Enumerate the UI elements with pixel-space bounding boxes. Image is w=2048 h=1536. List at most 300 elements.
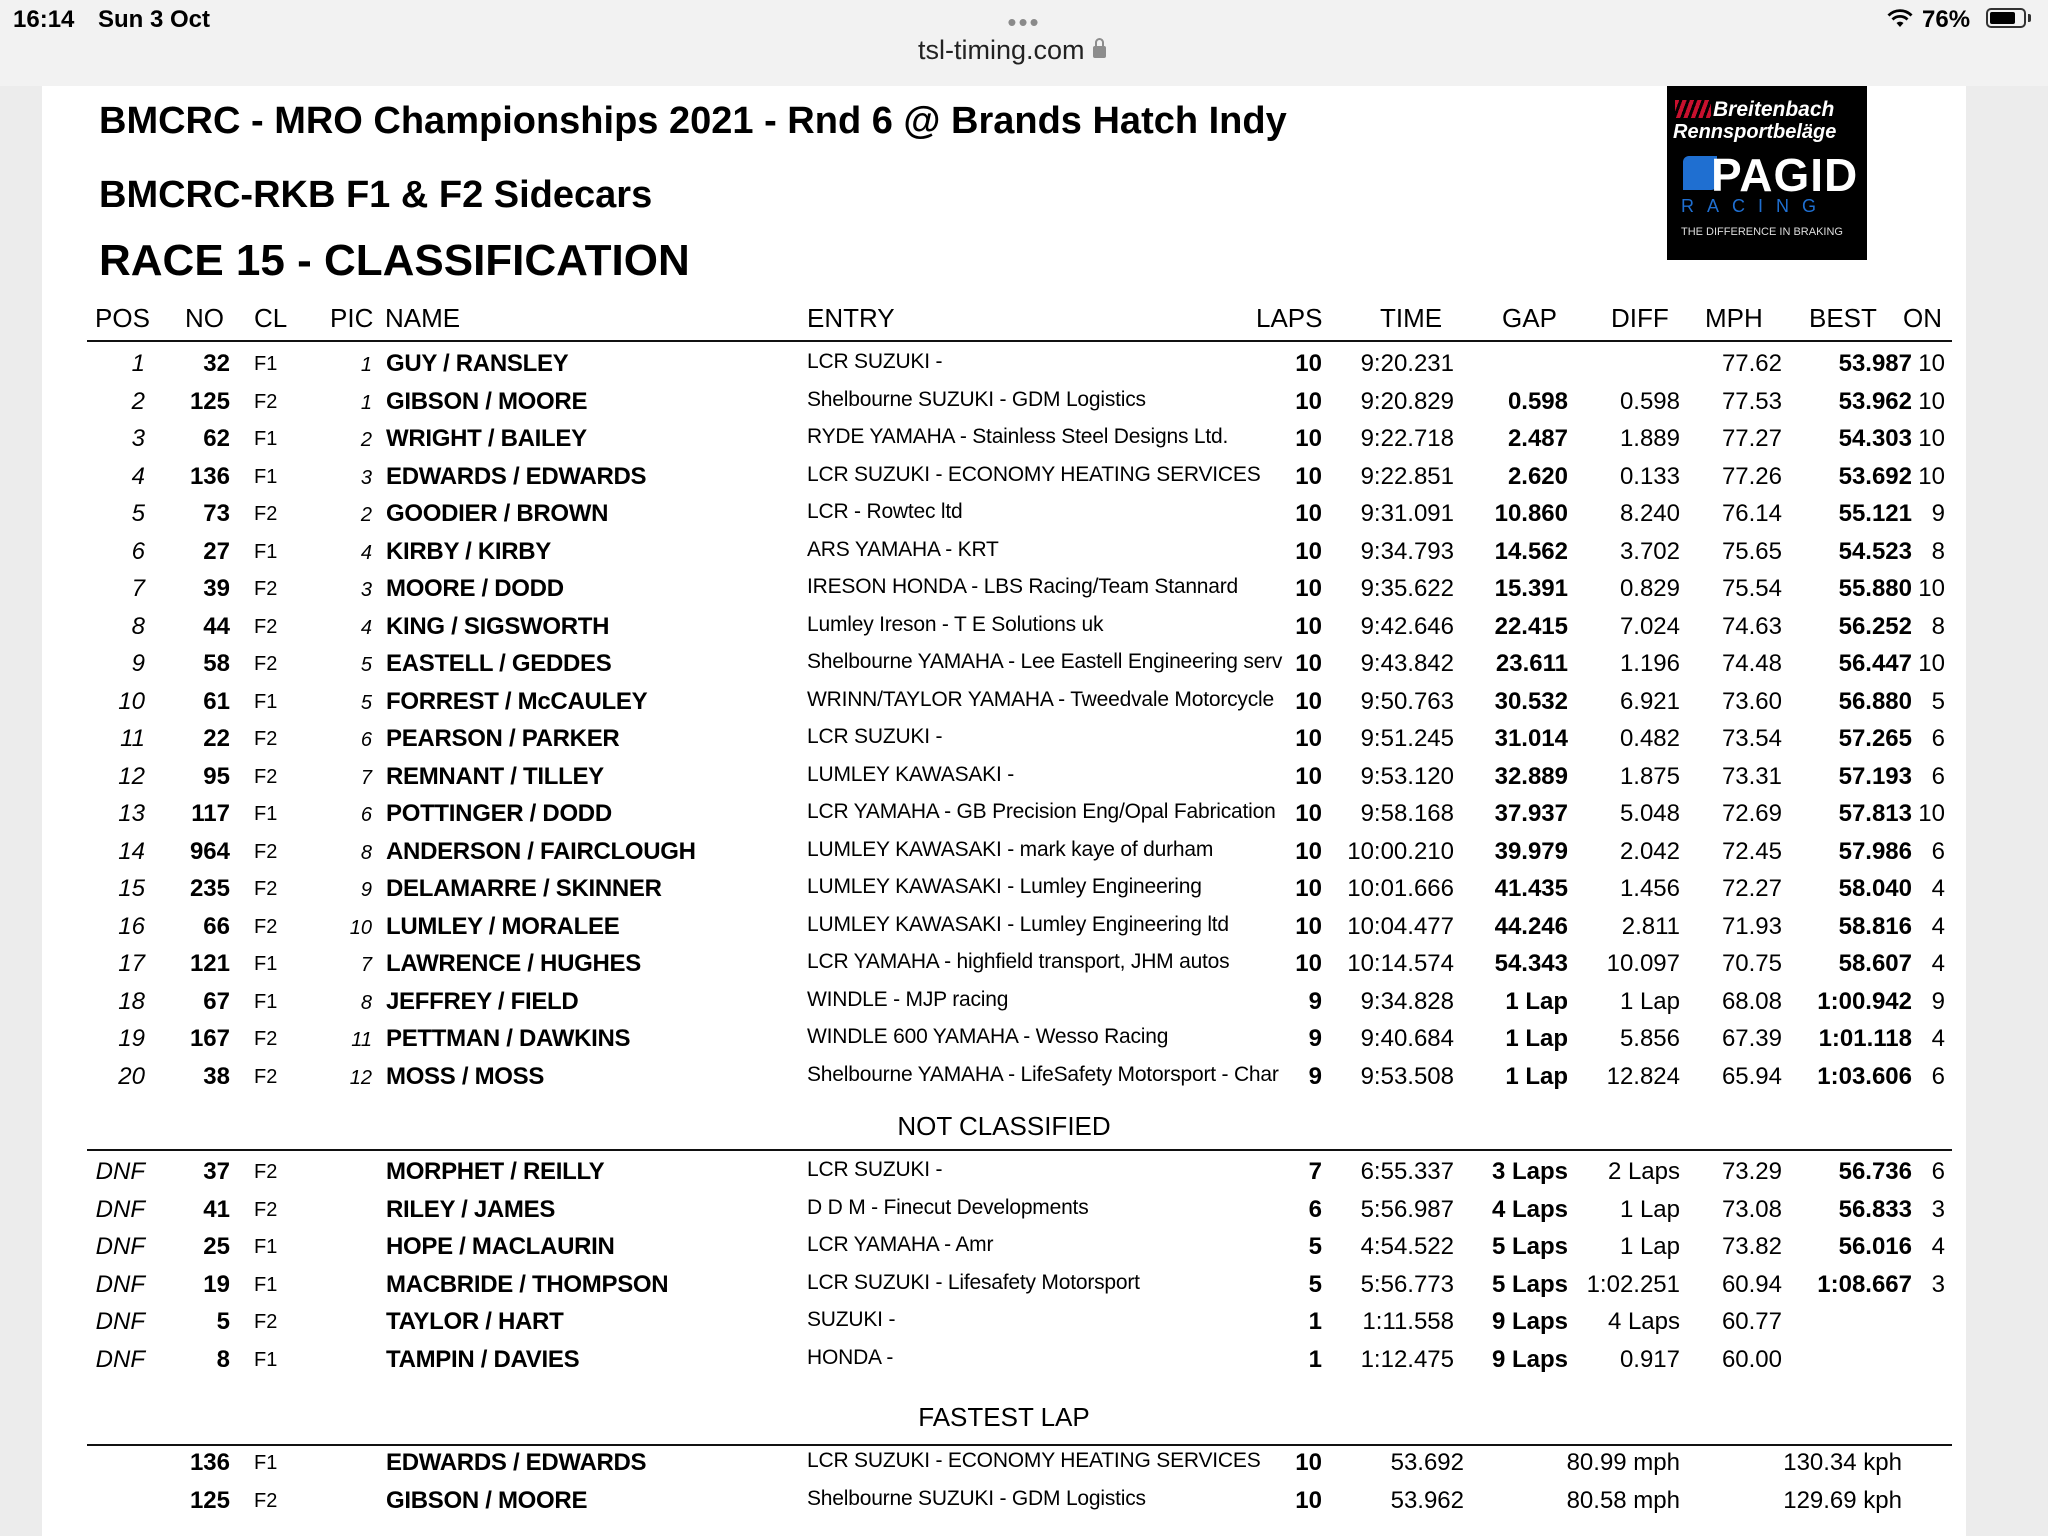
cell-time: 10:14.574 [1347,950,1454,977]
cell-class: F1 [254,1273,278,1296]
cell-mph: 65.94 [1721,1062,1782,1090]
cell-pic: 4 [360,616,372,639]
table-row [42,757,1966,795]
cell-diff: 4 Laps [1607,1308,1680,1335]
cell-no: 167 [189,1025,230,1052]
cell-on: 3 [1931,1270,1945,1298]
cell-name: KING / SIGSWORTH [386,612,610,640]
cell-pos: 15 [118,875,145,902]
cell-laps: 10 [1295,462,1322,490]
table-row [42,869,1966,907]
cell-on: 8 [1931,612,1945,640]
cell-pos: 9 [131,650,145,677]
cell-diff: 0.482 [1619,725,1680,752]
cell-gap: 32.889 [1494,762,1568,790]
logo-line2: Rennsportbeläge [1673,121,1837,143]
cell-time: 1:11.558 [1362,1308,1454,1335]
cell-best: 1:01.118 [1818,1025,1912,1052]
cell-diff: 7.024 [1619,612,1680,640]
cell-entry: IRESON HONDA - LBS Racing/Team Stannard [807,575,1239,598]
cell-best: 56.880 [1838,687,1912,715]
table-row [42,1302,1966,1340]
cell-entry: Shelbourne SUZUKI - GDM Logistics [807,387,1146,411]
cell-pic: 8 [360,991,372,1014]
cell-time: 9:35.622 [1360,575,1454,602]
cell-time: 9:20.829 [1360,387,1454,415]
cell-best: 53.692 [1838,462,1912,490]
cell-entry: Shelbourne YAMAHA - LifeSafety Motorsport - Char [807,1062,1279,1086]
url-text: tsl-timing.com [918,35,1085,65]
results-document [42,86,1966,1536]
cell-pos: 6 [131,537,145,565]
table-row [42,1340,1966,1378]
cell-diff: 0.133 [1619,462,1680,490]
logo-stripes [1675,100,1711,118]
cell-mph: 72.69 [1721,800,1782,827]
cell-laps: 7 [1308,1158,1322,1185]
cell-gap: 15.391 [1494,575,1568,602]
cell-time: 10:04.477 [1347,912,1454,940]
table-row [42,1152,1966,1190]
cell-name: JEFFREY / FIELD [386,987,579,1015]
cell-pic: 8 [360,841,372,864]
cell-pos: 4 [131,462,145,490]
cell-diff: 3.702 [1619,537,1680,565]
cell-no: 964 [189,837,230,865]
cell-pic: 4 [360,541,372,564]
cell-best: 54.303 [1838,425,1912,452]
cell-class: F2 [254,765,278,788]
cell-time: 9:42.646 [1360,612,1454,640]
table-row [42,682,1966,720]
cell-best: 56.016 [1838,1233,1912,1260]
cell-best: 53.987 [1838,350,1912,377]
table-row [42,1481,1966,1519]
cell-mph: 60.94 [1721,1270,1782,1298]
table-row [42,532,1966,570]
cell-gap: 0.598 [1507,387,1568,415]
cell-laps: 1 [1308,1308,1322,1335]
cell-on: 10 [1918,425,1945,452]
cell-diff: 1.889 [1619,425,1680,452]
cell-name: REMNANT / TILLEY [386,762,604,790]
cell-on: 4 [1931,875,1945,902]
cell-name: EDWARDS / EDWARDS [386,1449,647,1476]
cell-class: F2 [254,390,278,413]
lock-icon [1093,46,1106,58]
cell-name: WRIGHT / BAILEY [386,425,587,452]
cell-gap: 9 Laps [1491,1345,1568,1373]
table-row [42,794,1966,832]
cell-diff: 5.048 [1619,800,1680,827]
cell-class: F1 [254,540,278,563]
cell-no: 39 [203,575,230,602]
cell-best: 55.121 [1838,500,1912,527]
cell-name: MACBRIDE / THOMPSON [386,1270,669,1298]
cell-name: ANDERSON / FAIRCLOUGH [386,837,696,865]
cell-class: F2 [254,915,278,938]
cell-on: 6 [1931,1158,1945,1185]
cell-diff: 1.456 [1619,875,1680,902]
cell-time: 53.962 [1390,1486,1464,1514]
cell-gap: 1 Lap [1505,1025,1568,1052]
cell-mph: 73.82 [1721,1233,1782,1260]
cell-best: 56.252 [1838,612,1912,640]
table-row [42,1190,1966,1228]
cell-on: 10 [1918,800,1945,827]
cell-name: EASTELL / GEDDES [386,650,612,677]
cell-time: 10:00.210 [1347,837,1454,865]
cell-class: F2 [254,728,278,750]
cell-gap: 22.415 [1494,612,1568,640]
cell-no: 19 [203,1270,230,1298]
cell-on: 4 [1931,950,1945,977]
cell-mph: 73.31 [1721,762,1782,790]
cell-entry: Shelbourne SUZUKI - GDM Logistics [807,1486,1146,1510]
cell-time: 9:31.091 [1360,500,1454,527]
cell-laps: 9 [1308,1025,1322,1052]
cell-diff: 1 Lap [1619,1233,1680,1260]
cell-pos: 7 [131,575,145,602]
cell-laps: 10 [1295,537,1322,565]
cell-class: F2 [254,1198,278,1221]
cell-class: F1 [254,1452,278,1474]
wifi-icon [1887,9,1913,29]
col-header-on: ON [1903,303,1942,333]
cell-on: 9 [1931,987,1945,1015]
battery-level-fill [1990,12,2015,24]
table-row [42,982,1966,1020]
cell-time: 9:53.120 [1360,762,1454,790]
cell-mph: 73.08 [1721,1195,1782,1223]
cell-pos: 11 [120,725,145,752]
cell-pos: 8 [131,612,145,640]
cell-laps: 10 [1295,575,1322,602]
cell-diff: 1.875 [1619,762,1680,790]
cell-on: 10 [1918,650,1945,677]
cell-time: 5:56.987 [1360,1195,1454,1223]
cell-mph: 76.14 [1721,500,1782,527]
col-header-time: TIME [1380,303,1443,333]
cell-no: 121 [189,950,230,977]
cell-no: 41 [203,1195,230,1223]
col-header-cl: CL [254,303,288,333]
cell-gap: 10.860 [1494,500,1568,527]
cell-name: PETTMAN / DAWKINS [386,1025,631,1052]
col-header-mph: MPH [1705,303,1763,333]
cell-gap: 2.620 [1507,462,1568,490]
cell-class: F2 [254,840,278,863]
cell-mph: 77.27 [1721,425,1782,452]
cell-laps: 6 [1308,1195,1322,1223]
cell-pos: 17 [118,950,145,977]
cell-gap: 41.435 [1494,875,1568,902]
cell-time: 9:53.508 [1360,1062,1454,1090]
not-classified-divider [87,1149,1952,1151]
cell-gap: 44.246 [1494,912,1568,940]
cell-entry: Lumley Ireson - T E Solutions uk [807,612,1104,636]
table-row [42,1227,1966,1265]
cell-pic: 6 [360,729,372,751]
cell-pos: DNF [95,1195,145,1223]
cell-entry: WRINN/TAYLOR YAMAHA - Tweedvale Motorcycle [807,687,1274,711]
cell-diff: 2 Laps [1607,1158,1680,1185]
cell-pos: DNF [95,1270,145,1298]
cell-pos: 3 [131,425,145,452]
logo-line1: Breitenbach [1713,98,1835,121]
cell-pic: 12 [349,1066,372,1089]
cell-class: F1 [254,690,278,713]
table-row [42,1019,1966,1057]
cell-diff: 8.240 [1619,500,1680,527]
cell-entry: WINDLE - MJP racing [807,987,1009,1011]
cell-no: 32 [203,350,230,377]
cell-diff: 5.856 [1619,1025,1680,1052]
cell-no: 235 [189,875,230,902]
col-header-entry: ENTRY [807,303,895,333]
cell-laps: 5 [1308,1233,1322,1260]
cell-best: 58.816 [1838,912,1912,940]
cell-no: 5 [216,1308,230,1335]
cell-time: 9:34.793 [1360,537,1454,565]
cell-pos: 19 [118,1025,145,1052]
cell-no: 117 [191,800,230,827]
cell-entry: LCR YAMAHA - highfield transport, JHM autos [807,950,1230,973]
cell-time: 9:43.842 [1360,650,1454,677]
fastest-lap-heading: FASTEST LAP [918,1402,1090,1432]
cell-class: F2 [254,1489,278,1512]
cell-mph: 77.26 [1721,462,1782,490]
cell-entry: LUMLEY KAWASAKI - Lumley Engineering [807,875,1202,898]
cell-time: 9:50.763 [1360,687,1454,715]
cell-on: 10 [1918,462,1945,490]
cell-laps: 10 [1295,912,1322,940]
table-row [42,419,1966,457]
cell-best: 58.040 [1838,875,1912,902]
cell-class: F1 [254,953,278,975]
cell-on: 8 [1931,537,1945,565]
cell-kph: 130.34 kph [1783,1449,1902,1476]
cell-no: 25 [203,1233,230,1260]
table-row [42,719,1966,757]
cell-mph: 73.29 [1721,1158,1782,1185]
cell-diff: 6.921 [1619,687,1680,715]
cell-diff: 10.097 [1606,950,1680,977]
cell-class: F1 [254,1236,278,1258]
cell-pic: 10 [349,916,372,939]
cell-laps: 10 [1295,950,1322,977]
cell-name: GIBSON / MOORE [386,387,588,415]
cell-name: EDWARDS / EDWARDS [386,462,647,490]
cell-name: MORPHET / REILLY [386,1158,605,1185]
cell-gap: 31.014 [1494,725,1568,752]
cell-on: 4 [1931,912,1945,940]
cell-name: DELAMARRE / SKINNER [386,875,662,902]
cell-gap: 1 Lap [1505,987,1568,1015]
cell-no: 22 [203,725,230,752]
cell-name: GOODIER / BROWN [386,500,609,527]
cell-time: 9:40.684 [1360,1025,1454,1052]
header-divider [87,340,1952,342]
cell-entry: LCR SUZUKI - [807,1158,943,1181]
cell-entry: ARS YAMAHA - KRT [807,537,999,561]
cell-best: 57.986 [1838,837,1912,865]
cell-no: 61 [203,687,230,715]
cell-class: F2 [254,1028,278,1050]
cell-diff: 2.811 [1621,912,1680,940]
cell-on: 5 [1931,687,1945,715]
cell-name: POTTINGER / DODD [386,800,612,827]
cell-class: F2 [254,653,278,675]
cell-laps: 10 [1295,725,1322,752]
cell-mph: 73.54 [1721,725,1782,752]
cell-pos: 1 [131,350,145,377]
address-bar[interactable] [918,35,1106,66]
cell-time: 9:34.828 [1360,987,1454,1015]
cell-class: F2 [254,1161,278,1183]
cell-entry: LCR SUZUKI - Lifesafety Motorsport [807,1270,1140,1294]
cell-laps: 10 [1295,350,1322,377]
cell-pos: 20 [118,1062,145,1090]
ellipsis-icon[interactable]: ••• [1007,7,1041,37]
cell-pos: DNF [95,1308,145,1335]
col-header-diff: DIFF [1611,303,1669,333]
cell-mph: 73.60 [1721,687,1782,715]
cell-laps: 9 [1308,1062,1322,1090]
cell-pos: 12 [118,762,145,790]
col-header-pic: PIC [330,303,374,333]
race-title: RACE 15 - CLASSIFICATION [99,236,690,285]
cell-laps: 10 [1295,875,1322,902]
table-row [42,494,1966,532]
cell-laps: 9 [1308,987,1322,1015]
cell-entry: LCR YAMAHA - Amr [807,1233,994,1256]
cell-on: 6 [1931,762,1945,790]
cell-laps: 10 [1295,500,1322,527]
cell-name: RILEY / JAMES [386,1195,556,1223]
cell-mph: 75.65 [1721,537,1782,565]
cell-diff: 12.824 [1606,1062,1680,1090]
cell-pic: 5 [360,691,372,714]
cell-laps: 10 [1295,687,1322,715]
cell-entry: WINDLE 600 YAMAHA - Wesso Racing [807,1025,1169,1048]
cell-no: 125 [189,387,230,415]
cell-class: F1 [254,1348,278,1371]
cell-best: 56.736 [1838,1158,1912,1185]
cell-mph: 60.00 [1721,1345,1782,1373]
cell-on: 10 [1918,350,1945,377]
clock-time: 16:14 [13,6,75,33]
table-row [42,569,1966,607]
cell-no: 67 [203,987,230,1015]
battery-icon [1986,8,2026,28]
cell-time: 10:01.666 [1347,875,1454,902]
event-title: BMCRC - MRO Championships 2021 - Rnd 6 @ Brands Hatch Indy [99,100,1287,142]
cell-mph: 74.48 [1721,650,1782,677]
cell-on: 9 [1931,500,1945,527]
table-row [42,1265,1966,1303]
cell-diff: 0.917 [1619,1345,1680,1373]
cell-no: 37 [203,1158,230,1185]
cell-entry: D D M - Finecut Developments [807,1195,1089,1219]
cell-time: 9:20.231 [1360,350,1454,377]
cell-entry: LCR SUZUKI - [807,725,943,748]
cell-best: 58.607 [1838,950,1912,977]
cell-pic: 11 [351,1029,372,1051]
cell-class: F2 [254,878,278,900]
cell-class: F1 [254,353,278,375]
cell-pos: 10 [118,687,145,715]
cell-name: HOPE / MACLAURIN [386,1233,615,1260]
col-header-pos: POS [95,303,150,333]
cell-name: GUY / RANSLEY [386,350,569,377]
cell-diff: 1 Lap [1619,1195,1680,1223]
cell-no: 95 [203,762,230,790]
cell-class: F2 [254,503,278,525]
cell-mph: 71.93 [1721,912,1782,940]
cell-mph: 72.45 [1721,837,1782,865]
cell-class: F2 [254,1311,278,1333]
cell-entry: LUMLEY KAWASAKI - [807,762,1015,786]
cell-class: F1 [254,428,278,450]
cell-gap: 5 Laps [1491,1270,1568,1298]
cell-time: 5:56.773 [1360,1270,1454,1298]
cell-diff: 0.598 [1619,387,1680,415]
logo-racing: RACING [1681,196,1830,216]
cell-entry: RYDE YAMAHA - Stainless Steel Designs Ltd. [807,425,1229,448]
col-header-gap: GAP [1502,303,1557,333]
cell-mph: 77.53 [1721,387,1782,415]
cell-pic: 3 [360,466,372,489]
col-header-no: NO [185,303,224,333]
cell-pic: 9 [360,879,372,901]
cell-gap: 5 Laps [1491,1233,1568,1260]
cell-no: 62 [203,425,230,452]
cell-best: 54.523 [1838,537,1912,565]
clock-date: Sun 3 Oct [98,6,211,33]
cell-best: 57.193 [1838,762,1912,790]
cell-best: 55.880 [1838,575,1912,602]
table-row [42,382,1966,420]
cell-mph: 70.75 [1721,950,1782,977]
cell-best: 56.447 [1838,650,1912,677]
cell-name: LUMLEY / MORALEE [386,912,620,940]
cell-on: 6 [1931,1062,1945,1090]
battery-tip [2028,14,2031,22]
cell-no: 66 [203,912,230,940]
cell-mph: 75.54 [1721,575,1782,602]
cell-pos: DNF [95,1345,145,1373]
cell-entry: LCR - Rowtec ltd [807,500,963,523]
cell-pic: 1 [360,354,372,376]
cell-entry: HONDA - [807,1345,894,1369]
cell-pic: 3 [360,579,372,601]
table-row [42,644,1966,682]
cell-no: 73 [203,500,230,527]
cell-pos: 5 [131,500,145,527]
cell-no: 136 [189,1449,230,1476]
cell-entry: LCR SUZUKI - ECONOMY HEATING SERVICES [807,462,1261,486]
cell-best: 57.265 [1838,725,1912,752]
cell-best: 57.813 [1838,800,1912,827]
cell-entry: LCR SUZUKI - [807,350,943,373]
cell-name: MOSS / MOSS [386,1062,545,1090]
cell-entry: LUMLEY KAWASAKI - Lumley Engineering ltd [807,912,1229,936]
cell-on: 6 [1931,837,1945,865]
cell-pic: 6 [360,804,372,826]
cell-pos: 13 [118,800,145,827]
cell-entry: Shelbourne YAMAHA - Lee Eastell Engineering serv [807,650,1283,673]
